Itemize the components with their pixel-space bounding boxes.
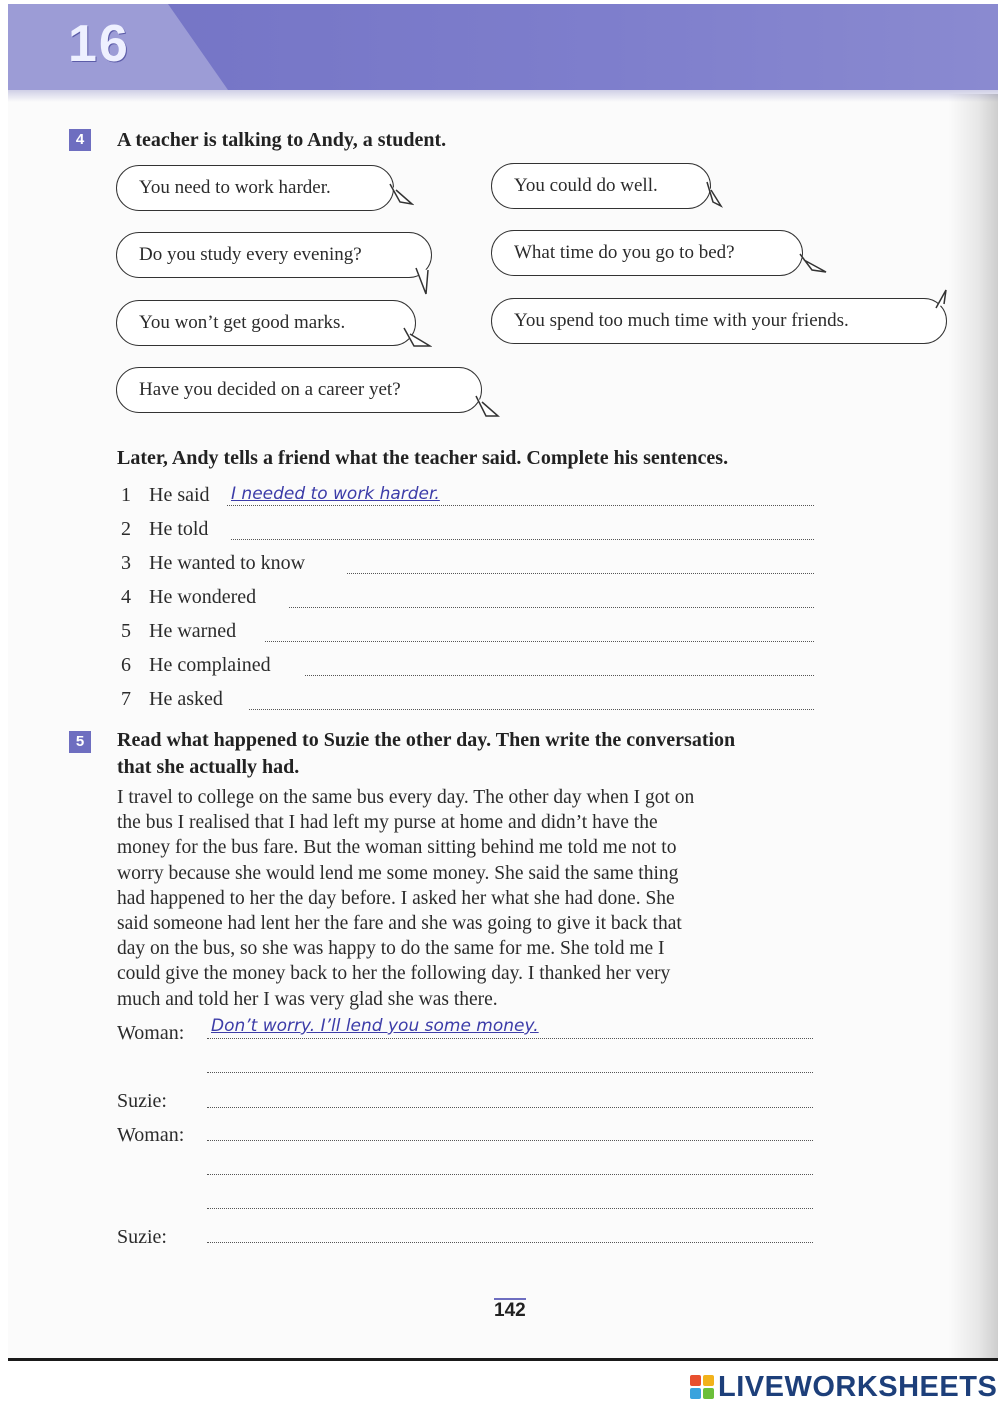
item-lead: He warned xyxy=(149,620,237,642)
item-lead: He complained xyxy=(149,654,271,676)
handwritten-answer: I needed to work harder. xyxy=(231,484,440,504)
speaker-label-suzie: Suzie: xyxy=(117,1226,167,1248)
speech-bubble: You could do well. xyxy=(491,163,711,209)
page-number: 142 xyxy=(494,1300,526,1321)
item-lead: He asked xyxy=(149,688,223,710)
speech-bubble: What time do you go to bed? xyxy=(491,230,803,276)
answer-line[interactable] xyxy=(207,1072,813,1073)
story-line: worry because she would lend me some money. She said the same thing xyxy=(117,862,679,884)
exercise-5-title xyxy=(117,727,735,781)
item-lead: He told xyxy=(149,518,209,540)
story-line: money for the bus fare. But the woman sitting behind me told me not to xyxy=(117,837,677,859)
answer-line[interactable] xyxy=(347,573,814,574)
bubble-tail-icon xyxy=(388,180,414,208)
speaker-label-woman: Woman: xyxy=(117,1022,185,1044)
handwritten-answer: Don’t worry. I’ll lend you some money. xyxy=(211,1016,539,1036)
item-number: 1 xyxy=(121,484,131,506)
answer-line[interactable] xyxy=(227,505,814,506)
item-number: 3 xyxy=(121,552,131,574)
brand-text: LIVEWORKSHEETS xyxy=(718,1370,998,1403)
speech-bubble: You need to work harder. xyxy=(116,165,394,211)
answer-row xyxy=(121,552,821,582)
item-lead: He wanted to know xyxy=(149,552,306,574)
answer-line[interactable] xyxy=(207,1038,813,1039)
page-binding-shadow xyxy=(948,94,998,1358)
answer-line[interactable] xyxy=(207,1140,813,1141)
answer-line[interactable] xyxy=(305,675,814,676)
story-line: had happened to her the day before. I asked her what she had done. She xyxy=(117,887,675,909)
item-lead: He said xyxy=(149,484,210,506)
bubble-tail-icon xyxy=(705,178,725,208)
item-lead: He wondered xyxy=(149,586,257,608)
answer-row xyxy=(121,654,821,684)
speech-bubble: You spend too much time with your friends. xyxy=(491,298,947,344)
worksheet-page xyxy=(8,4,998,1361)
answer-line[interactable] xyxy=(207,1107,813,1108)
liveworksheets-logo-icon xyxy=(690,1375,714,1399)
answer-row xyxy=(121,620,821,650)
answer-line[interactable] xyxy=(249,709,814,710)
speaker-label-suzie: Suzie: xyxy=(117,1090,167,1112)
story-line: the bus I realised that I had left my purse at home and didn’t have the xyxy=(117,812,658,834)
story-line: said someone had lent her the fare and she was going to give it back that xyxy=(117,913,682,935)
answer-line[interactable] xyxy=(231,539,814,540)
answer-line[interactable] xyxy=(207,1208,813,1209)
story-line: I travel to college on the same bus every day. The other day when I got on xyxy=(117,787,695,808)
bubble-tail-icon xyxy=(798,250,828,276)
exercise-4-title: A teacher is talking to Andy, a student. xyxy=(117,129,447,151)
item-number: 2 xyxy=(121,518,131,540)
answer-row xyxy=(121,484,821,514)
answer-row xyxy=(121,688,821,718)
exercise-5-number: 5 xyxy=(69,731,91,753)
story-paragraph xyxy=(117,785,817,1012)
answer-row xyxy=(121,518,821,548)
story-line: could give the money back to her the following day. I thanked her very xyxy=(117,963,671,985)
exercise-5-title-line: Read what happened to Suzie the other day. Then write the conversation xyxy=(117,729,736,751)
bubble-tail-icon xyxy=(402,326,432,350)
story-line: day on the bus, so she was happy to do the same for me. She told me I xyxy=(117,938,665,960)
brand-watermark xyxy=(690,1370,997,1404)
unit-number: 16 xyxy=(68,15,130,73)
header-divider xyxy=(8,90,998,102)
speech-bubble: Do you study every evening? xyxy=(116,232,432,278)
exercise-4-instruction: Later, Andy tells a friend what the teacher said. Complete his sentences. xyxy=(117,447,729,469)
exercise-4-number: 4 xyxy=(69,129,91,151)
exercise-5-title-line: that she actually had. xyxy=(117,756,300,778)
speech-bubble: You won’t get good marks. xyxy=(116,300,416,346)
item-number: 6 xyxy=(121,654,131,676)
item-number: 7 xyxy=(121,688,131,710)
answer-row xyxy=(121,586,821,616)
item-number: 5 xyxy=(121,620,131,642)
answer-line[interactable] xyxy=(207,1174,813,1175)
speech-bubble: Have you decided on a career yet? xyxy=(116,367,482,413)
answer-line[interactable] xyxy=(207,1242,813,1243)
answer-line[interactable] xyxy=(265,641,814,642)
speaker-label-woman: Woman: xyxy=(117,1124,185,1146)
bubble-tail-icon xyxy=(412,266,434,296)
story-line: much and told her I was very glad she was there. xyxy=(117,988,498,1010)
item-number: 4 xyxy=(121,586,131,608)
answer-line[interactable] xyxy=(289,607,814,608)
bubble-tail-icon xyxy=(932,288,952,310)
bubble-tail-icon xyxy=(474,394,500,420)
